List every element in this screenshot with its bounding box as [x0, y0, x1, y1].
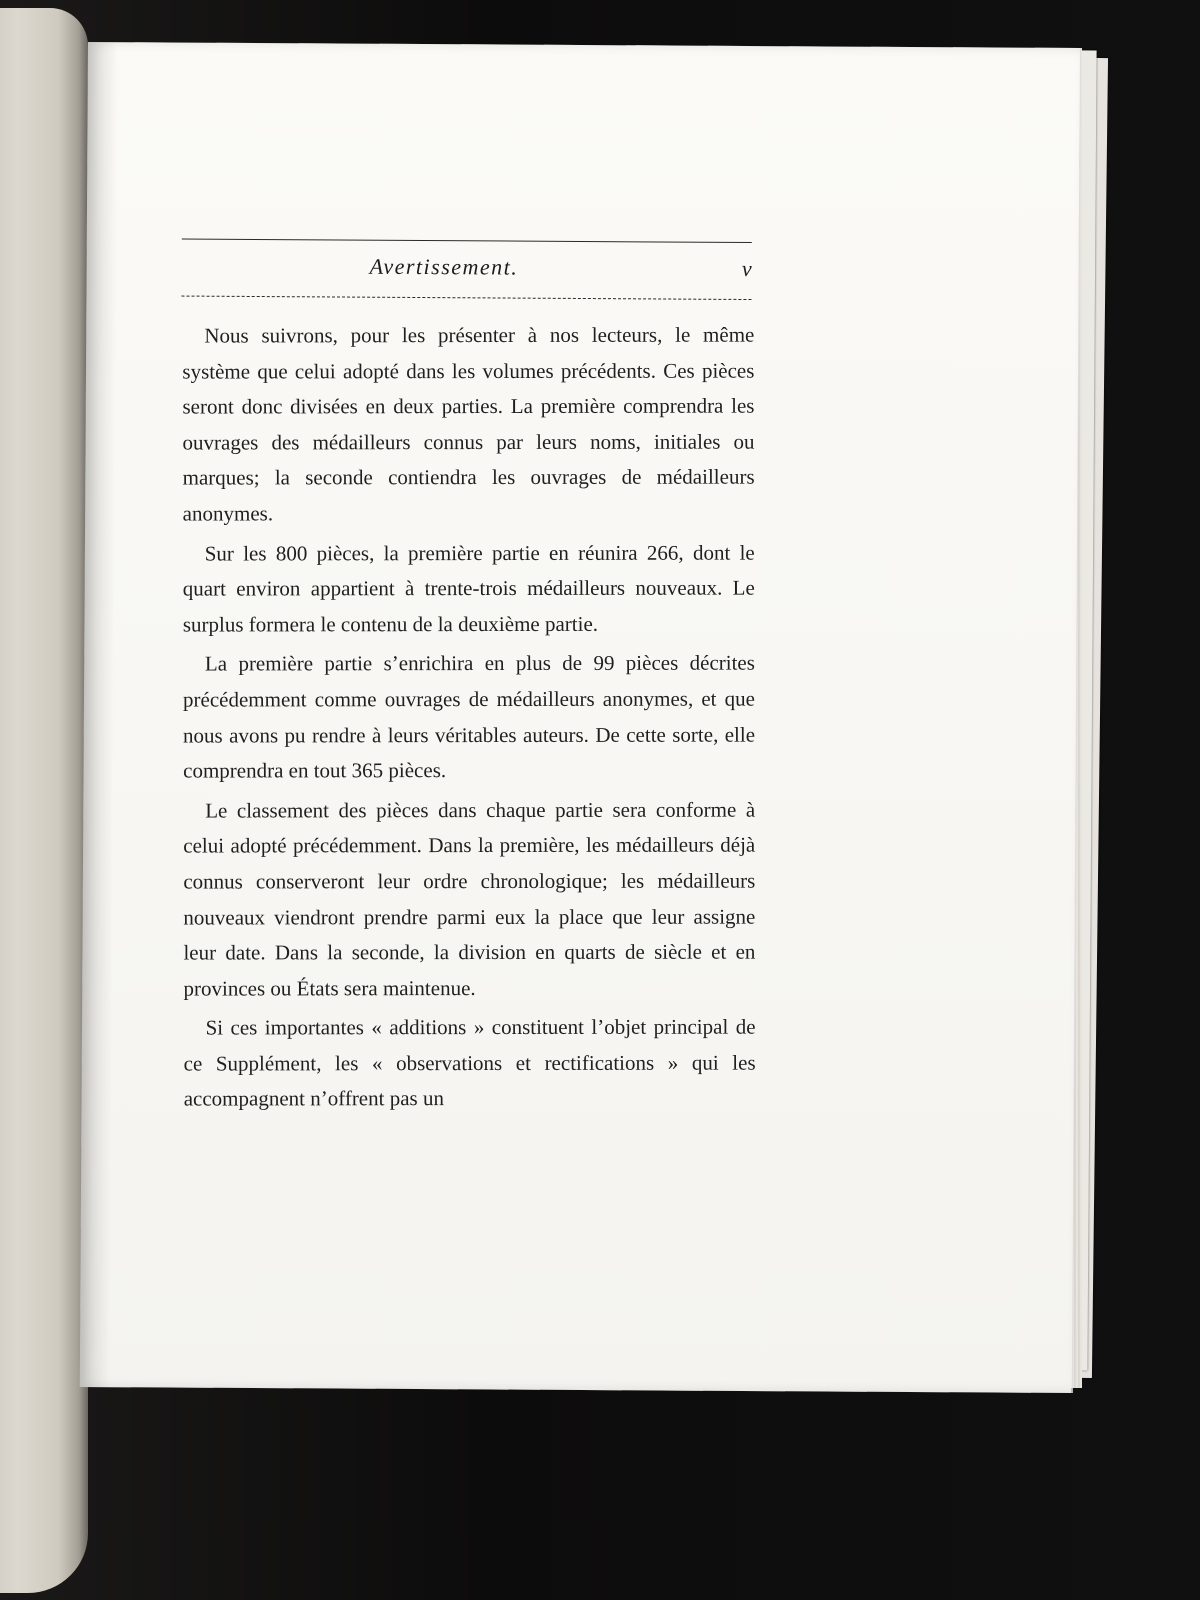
paragraph: Nous suivrons, pour les présenter à nos lecteurs, le même système que celui adopté dans les volumes précédents. Ces pièces seront donc divisées en deux parties. La première comprendra les ouvrages des médailleurs connus par leurs noms, initiales ou marques; la seconde contiendra les ouvrages de médailleurs anonymes. [182, 322, 755, 526]
paragraph: La première partie s’enrichira en plus de 99 pièces décrites précédemment comme ouvrages de médailleurs anonymes, et que nous avons pu rendre à leurs véritables auteurs. De cette sorte, elle comprendra en tout 365 pièces. [182, 650, 756, 783]
book-page [80, 42, 1080, 1393]
paragraph: Sur les 800 pièces, la première partie en réunira 266, dont le quart environ appartient à trente-trois médailleurs nouveaux. Le surplus formera le contenu de la deuxième partie. [182, 540, 755, 637]
body-text [182, 318, 755, 1122]
header-rule-bottom [181, 296, 751, 300]
page-number: v [741, 255, 752, 282]
paragraph: Si ces importantes « additions » constituent l’objet principal de ce Supplément, les « observations et rectifications » qui les accompagnent n’offrent pas un [183, 1014, 756, 1112]
running-title: Avertissement. [369, 253, 519, 280]
paragraph: Le classement des pièces dans chaque partie sera conforme à celui adopté précédemment. Dans la première, les médailleurs déjà connus conserveront leur ordre chronologique; les médailleurs nouveaux viendront prendre parmi eux la place que leur assigne leur date. Dans la seconde, la division en quarts de siècle et en provinces ou États sera maintenue. [183, 797, 756, 1001]
header-rule-top [182, 239, 752, 243]
running-header [181, 239, 751, 302]
facing-page-edge [0, 8, 88, 1593]
